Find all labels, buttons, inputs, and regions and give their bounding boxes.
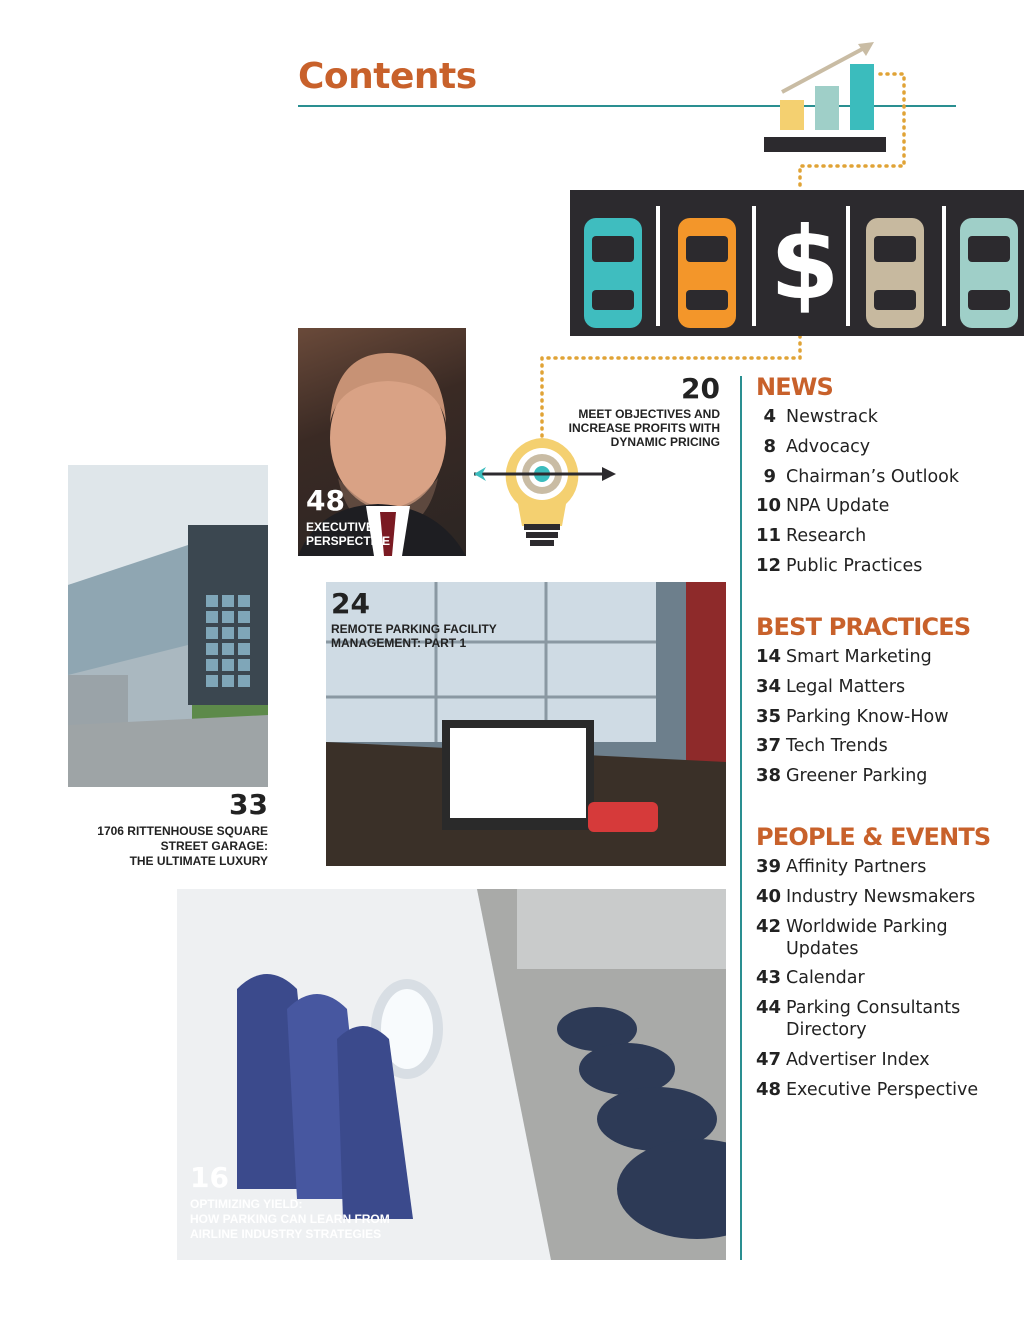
toc-item[interactable]: 44 Parking Consultants Directory — [756, 997, 961, 1041]
feature-33-caption-line2: STREET GARAGE: — [160, 839, 268, 853]
toc-item[interactable]: 37 Tech Trends — [756, 735, 888, 757]
toc-item[interactable]: 10 NPA Update — [756, 495, 890, 517]
column-rule — [740, 376, 742, 1260]
toc-item[interactable]: 43 Calendar — [756, 967, 865, 989]
feature-24-number: 24 — [331, 587, 370, 620]
feature-16-caption-line3: AIRLINE INDUSTRY STRATEGIES — [190, 1227, 382, 1241]
feature-48-number: 48 — [306, 484, 345, 517]
toc-item[interactable]: 34 Legal Matters — [756, 675, 906, 697]
toc-list-best-practices — [756, 646, 996, 795]
feature-33-caption-line3: THE ULTIMATE LUXURY — [129, 854, 268, 868]
dollar-sign-icon: $ — [770, 205, 840, 322]
toc-item[interactable]: 14 Smart Marketing — [756, 646, 932, 667]
page-title: Contents — [298, 56, 477, 97]
toc-item[interactable]: 39 Affinity Partners — [756, 856, 927, 877]
toc-item[interactable]: 4 Newstrack — [763, 406, 878, 427]
garage-photo — [68, 465, 268, 787]
feature-33-caption-line1: 1706 RITTENHOUSE SQUARE — [97, 824, 268, 838]
toc-item[interactable]: 12 Public Practices — [756, 554, 923, 576]
toc-item[interactable]: 9 Chairman’s Outlook — [763, 465, 960, 487]
feature-20-number: 20 — [681, 372, 720, 405]
toc-item[interactable]: 8 Advocacy — [763, 435, 871, 457]
toc-item[interactable]: 47 Advertiser Index — [756, 1048, 930, 1070]
lightbulb-target-icon — [474, 438, 616, 546]
section-title-news: NEWS — [756, 373, 834, 401]
toc-item[interactable]: 38 Greener Parking — [756, 765, 928, 787]
feature-20-caption: MEET OBJECTIVES AND INCREASE PROFITS WITH DYNAMIC PRICING — [568, 407, 720, 449]
toc-list-people-events — [756, 856, 996, 1109]
toc-item[interactable]: 48 Executive Perspective — [756, 1078, 979, 1100]
toc-item[interactable]: 11 Research — [756, 525, 867, 547]
section-title-best-practices: BEST PRACTICES — [756, 613, 971, 641]
feature-24-caption: REMOTE PARKING FACILITY MANAGEMENT: PART 1 — [331, 622, 497, 650]
feature-48-caption: EXECUTIVE PERSPECTIVE — [306, 520, 391, 548]
feature-33-number: 33 — [229, 788, 268, 821]
toc-list-news — [756, 406, 996, 585]
feature-16-caption-line1: OPTIMIZING YIELD: — [190, 1197, 303, 1211]
toc-item[interactable]: 42 Worldwide Parking Updates — [756, 915, 948, 959]
toc-item[interactable]: 35 Parking Know-How — [756, 705, 949, 727]
growth-chart-icon — [764, 42, 886, 152]
feature-16-caption-line2: HOW PARKING CAN LEARN FROM — [190, 1212, 390, 1226]
toc-item[interactable]: 40 Industry Newsmakers — [756, 885, 976, 907]
section-title-people-events: PEOPLE & EVENTS — [756, 823, 991, 851]
feature-16-number: 16 — [190, 1161, 229, 1194]
